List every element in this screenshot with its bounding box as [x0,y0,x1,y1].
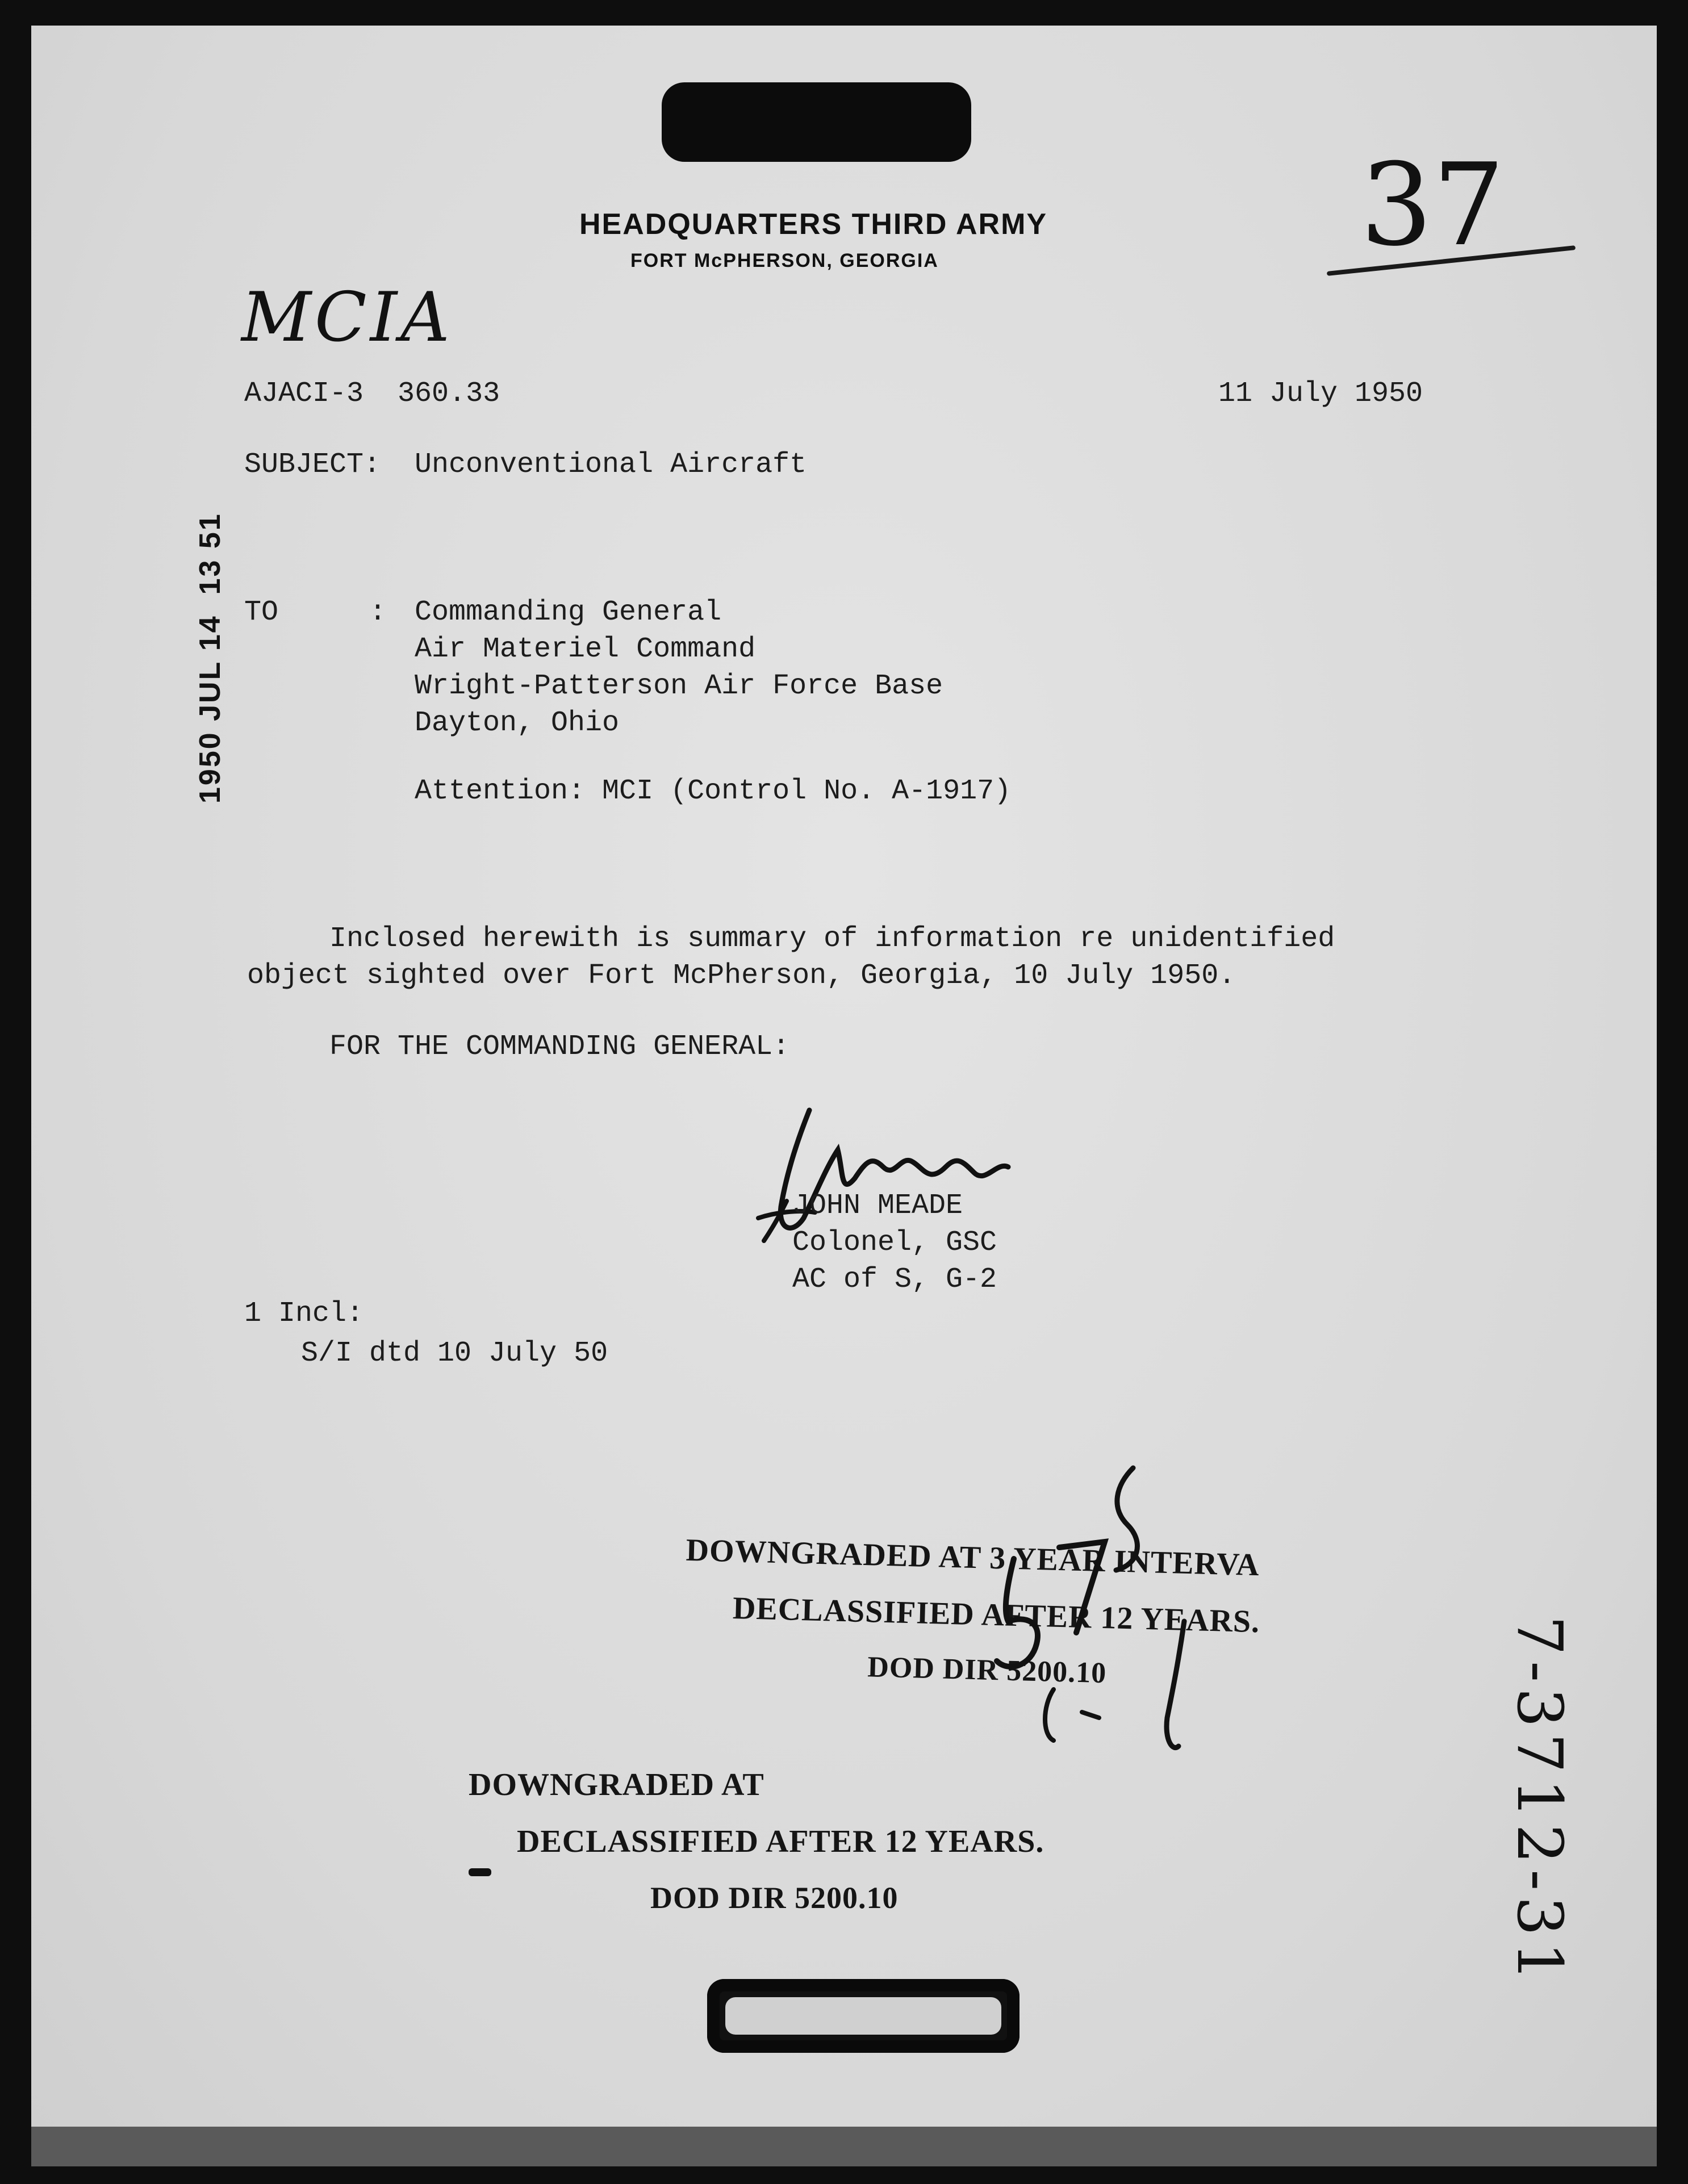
stamp-lower-line-2: DECLASSIFIED AFTER 12 YEARS. [517,1824,1044,1859]
to-colon: : [369,596,387,629]
letter-date: 11 July 1950 [1218,378,1423,410]
handwritten-side-number: 7-3712-31 [1503,1616,1576,1988]
handwritten-annotation [968,1451,1230,1769]
downgrade-stamp-lower [469,1746,1044,1936]
for-commanding-general: FOR THE COMMANDING GENERAL: [329,1031,790,1063]
redaction-bar-top [662,82,971,162]
to-label: TO [244,596,279,629]
addressee-line-3: Wright-Patterson Air Force Base [415,670,943,702]
signer-rank: Colonel, GSC [792,1227,997,1259]
file-reference: AJACI-3 360.33 [244,378,500,410]
stamp-upper-line-2: DECLASSIFIED AFTER 12 YEARS. [732,1590,1260,1640]
scan-border-bottom [31,2127,1657,2166]
inclosure-item: S/I dtd 10 July 50 [301,1337,608,1370]
subject-text: Unconventional Aircraft [415,449,807,481]
addressee-line-2: Air Materiel Command [415,633,756,666]
signer-title: AC of S, G-2 [792,1263,997,1296]
redaction-bar-bottom [707,1979,1020,2053]
addressee-line-1: Commanding General [415,596,722,629]
body-line-2: object sighted over Fort McPherson, Georgia, 10 July 1950. [247,960,1236,992]
handwritten-page-number: 37 [1360,139,1505,271]
stamp-upper-line-3: DOD DIR 5200.10 [867,1651,1107,1690]
letterhead-title: HEADQUARTERS THIRD ARMY [579,208,1048,241]
ink-mark [469,1868,491,1876]
inclosure-count: 1 Incl: [244,1298,364,1330]
receipt-stamp: 1950 JUL 14 13 51 [194,512,227,804]
signer-name: JOHN MEADE [792,1190,963,1222]
handwritten-office-code: MCIA [241,278,453,357]
body-line-1: Inclosed herewith is summary of information re unidentified [329,923,1335,955]
attention-line: Attention: MCI (Control No. A-1917) [415,775,1012,808]
stamp-upper-line-1: DOWNGRADED AT 3 YEAR INTERVA [685,1532,1260,1583]
document-page [31,26,1657,2127]
stamp-lower-line-3: DOD DIR 5200.10 [650,1881,899,1915]
letterhead-location: FORT McPHERSON, GEORGIA [630,250,939,271]
addressee-line-4: Dayton, Ohio [415,707,620,739]
stamp-lower-line-1: DOWNGRADED AT [469,1767,764,1802]
subject-label: SUBJECT: [244,449,381,481]
